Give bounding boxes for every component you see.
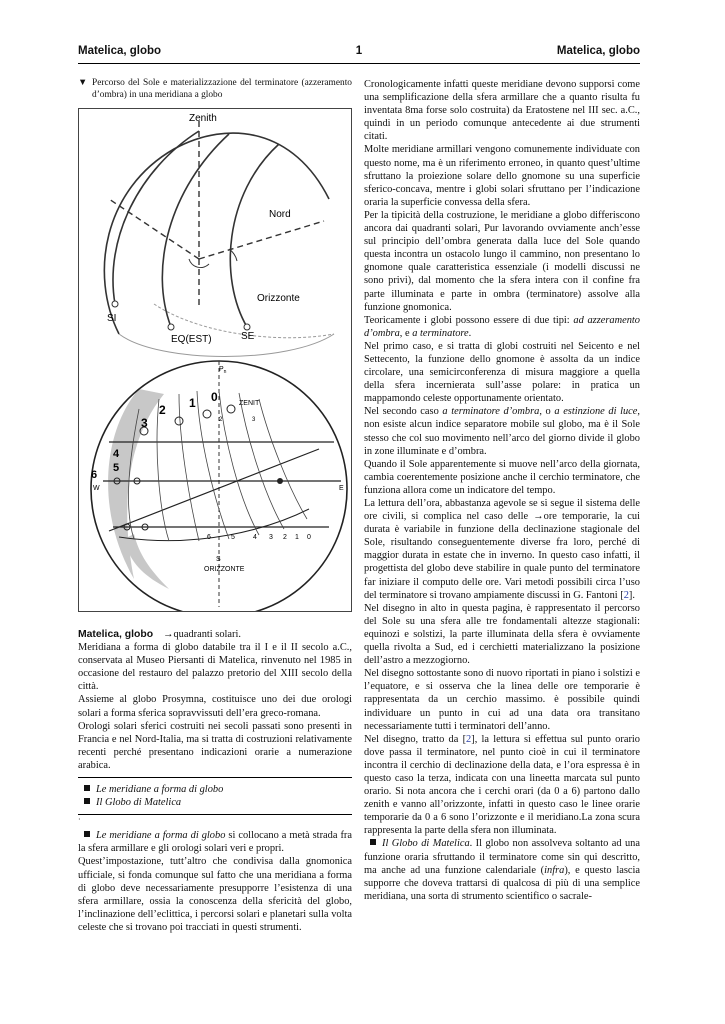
hour-axis-numbers: [207, 534, 311, 541]
caption-marker: ▼: [78, 78, 88, 88]
bullet-square-icon: [84, 785, 90, 791]
paragraph: La lettura dell’ora, abbastanza agevole se si segue il sistema delle ore civili, si complica nel caso delle →ore temporarie, la cui durata è variabile in funzione della declinazione stagionale del Sole, risultando conseguentemente diverse fra loro, perché di maggior durata in estate che in inverno. In questo caso infatti, il progettista del globo deve stabilire in quale punto del terminatore far iniziare il computo delle ore. Vari metodi possibili circa l’uso del terminatore si trovano ampiamente discussi in G. Fantoni [2].: [364, 498, 640, 601]
axis-hour: 1: [295, 534, 299, 541]
page-number: 1: [355, 45, 363, 57]
eq-marker: [168, 324, 174, 330]
caption-text: Percorso del Sole e materializzazione del terminatore (azzeramento d’ombra) in una meridiana a globo: [92, 78, 352, 100]
axis-hour: 4: [253, 534, 257, 541]
label-e: E: [339, 485, 344, 492]
paragraph: Nel primo caso, e si tratta di globi costruiti nel Seicento e nel Settecento, la funzione dello gnomone è assolta da un indice circolare, una semicirconferenza di misura maggiore a quella della sfera incernierata sull’asse polare: in pratica un mappamondo celeste opportunamente orientato.: [364, 340, 640, 405]
solar-path-si: [113, 131, 199, 304]
hour-label: 6: [91, 469, 98, 481]
small-mark: 3: [252, 417, 256, 423]
header-rule: [78, 63, 640, 64]
label-si: SI: [107, 313, 117, 324]
axis-hour: 6: [207, 534, 211, 541]
sphere-drawing: [104, 121, 334, 357]
small-marks: [219, 417, 256, 423]
hour-circles: [114, 405, 351, 530]
left-column: [78, 78, 352, 934]
label-se: SE: [241, 331, 255, 342]
toc-rule-top: [78, 777, 352, 778]
paragraph: Cronologicamente infatti queste meridiane devono supporsi come una semplificazione della sfera armillare che a quanto risulta fu inventata 8ma forse solo costruita) da Eratostene nel III sec. a.C., quindi in un periodo comunque antecedente ai due strumenti citati.: [364, 79, 640, 143]
polar-axis: [109, 199, 199, 259]
toc-item[interactable]: [78, 783, 352, 796]
hour-label: 4: [113, 448, 120, 460]
entry-matelica: [78, 628, 352, 772]
label-s: S: [216, 556, 221, 563]
paragraph: Nel disegno in alto in questa pagina, è rappresentato il percorso del Sole su una sfera alle tre fondamentali altezze stagionali: equinozi e solstizi, la parte illuminata della sfera è ovviamente quella rivolta a Sud, ed i cerchietti materializzano la posizione dell’astro a mezzogiorno.: [364, 602, 640, 667]
paragraph: Il Globo di Matelica. Il globo non assolveva soltanto ad una funzione oraria sfruttando il terminatore come sin qui descritto, ma anche ad una funzione calendariale (infra), e questo lascia supporre che doveva trattarsi di qualcosa di più di una semplice meridiana, una sorta di strumento scientifico o sacrale-: [364, 838, 640, 902]
toc-label: Il Globo di Matelica: [96, 797, 182, 809]
toc-item[interactable]: [78, 796, 352, 809]
small-mark: 2: [219, 417, 223, 423]
paragraph: Quando il Sole apparentemente si muove nell’arco della giornata, cambia coerentemente posizione anche il cerchio terminatore, che funziona allora come un indicatore del tempo.: [364, 458, 640, 496]
running-header: [78, 45, 640, 63]
paragraph: Nel disegno sottostante sono di nuovo riportati in piano i solstizi e l’equatore, e si osserva che la linea delle ore temporarie è rappresentata da un cerchio massimo. è possibile quindi individuare un punto in cui ad una data ora transitano necessariamente tutti i terminatori dell’anno.: [364, 668, 640, 732]
figure-box: [78, 108, 352, 612]
si-marker: [112, 301, 118, 307]
entry-paragraph: Meridiana a forma di globo databile tra il I e il II secolo a.C., conservata al Museo Piersanti di Matelica, rinvenuto nel 1985 in occasione del restauro del palazzo pretorio del XIII secolo della città.: [78, 642, 352, 693]
bullet-square-icon: [84, 798, 90, 804]
projection-drawing: [91, 361, 351, 611]
noon-marker: [277, 478, 283, 484]
solar-path-eq: [162, 134, 229, 327]
entry-paragraph: Orologi solari sferici costruiti nei secoli passati sono presenti in Francia e nel Nord-Italia, ma si tratta di costruzioni relativamente recenti perché presentano indicazioni orarie a numerazione arabica.: [78, 720, 352, 771]
hour-label: 1: [189, 396, 196, 410]
citation-link[interactable]: 2: [466, 733, 472, 745]
hour-label: 5: [113, 462, 120, 474]
header-right: Matelica, globo: [556, 45, 640, 57]
paragraph: Teoricamente i globi possono essere di due tipi: ad azzeramento d’ombra, e a terminatore.: [364, 314, 640, 339]
citation-link[interactable]: 2: [623, 589, 629, 601]
bullet-square-icon: [84, 831, 90, 837]
sundial-figure: [79, 109, 351, 611]
hour-label: 3: [141, 416, 148, 430]
horizon-ellipse: [119, 334, 334, 357]
label-eq: EQ(EST): [171, 334, 212, 345]
right-column: [364, 78, 640, 903]
paragraph: Nel secondo caso a terminatore d’ombra, o a estinzione di luce, non esiste alcun indice separatore mobile sul globo, ma è il Sole stesso che col suo movimento nell’arco del giorno divide il globo in zone illuminate e d’ombra.: [364, 406, 641, 457]
entry-paragraph: Assieme al globo Prosymna, costituisce uno dei due orologi solari a forma sferica sopravvissuti dell’era greco-romana.: [78, 694, 352, 719]
label-nord: Nord: [269, 209, 291, 220]
toc-label: Le meridiane a forma di globo: [96, 784, 224, 796]
hour-label: 0: [211, 390, 218, 404]
se-marker: [244, 324, 250, 330]
paragraph: Molte meridiane armillari vengono comunemente individuate con questo nome, ma è un riferimento erroneo, in quanto quest’ultime sfruttano la proiezione solare dello gnomone su una superficie sferico-concava, mentre i globi solari sfruttano per l’indicazione oraria la superficie convessa della sfera.: [364, 144, 640, 208]
label-pn: $P_n$: [219, 366, 227, 375]
hour-lines: [129, 391, 307, 541]
label-zenith: Zenith: [189, 113, 217, 124]
section1-paragraph: Quest’impostazione, tutt’altro che condivisa dalla gnomonica ufficiale, si fonda comunque sul fatto che una meridiana a forma di globo deve necessariamente presupporre l’esistenza di una sfera armillare, ossia la conoscenza della sfericità del globo, l’inclinazione dell’eclittica, i percorsi solari e planetari sulla volta celeste che si trovano poi tracciati in questi strumenti.: [78, 856, 352, 933]
paragraph: Nel disegno, tratto da [2], la lettura si effettua sul punto orario dove passa il terminatore, nel punto cioè in cui il terminatore incontra il cerchio di declinazione della data, e l’ora espressa è in questo caso la terza, indicata con una lineetta marcata sul punto orario. Si nota ancora che i cerchi orari (da 0 a 6) partono dallo zenith e vanno all’orizzonte, infatti in questo caso le linee orarie temporarie da 0 a 6 sono l’orizzonte e il meridiano.La zona scura rappresenta la parte della sfera non illuminata.: [364, 733, 640, 837]
label-orizzonte: Orizzonte: [257, 293, 300, 304]
axis-hour: 0: [307, 534, 311, 541]
label-orizzonte-bottom: ORIZZONTE: [204, 566, 245, 573]
axis-hour: 2: [283, 534, 287, 541]
axis-hour: 3: [269, 534, 273, 541]
dot-marker: ·: [78, 815, 81, 825]
label-w: W: [93, 485, 100, 492]
axis-hour: 5: [231, 534, 235, 541]
bullet-square-icon: [370, 839, 376, 845]
section1-text: si collocano a metà strada fra la sfera armillare e gli orologi solari veri e propri.: [78, 830, 352, 855]
section1-title: Le meridiane a forma di globo: [96, 830, 226, 842]
entry-title: Matelica, globo: [78, 629, 154, 640]
north-axis: [199, 221, 324, 259]
see-also-link[interactable]: →quadranti solari.: [163, 629, 241, 640]
label-zenit: ZENIT: [239, 400, 260, 407]
figure-caption: [78, 78, 352, 101]
paragraph: Per la tipicità della costruzione, le meridiane a globo differiscono ancora dai quadranti solari, Pur lavorando ovviamente anch’esse sul principio dell’ombra generata dalla luce del Sole quando questa incontra un ostacolo lungo il cammino, non presentano lo gnomone quale caratteristica essenziale (i modelli discussi ne sono privi), dal momento che la sfera intera con il confine fra parte illuminata e parte in ombra (terminatore) assolve alla funzione gnomonica.: [364, 209, 640, 313]
hour-label: 2: [159, 403, 166, 417]
header-left: Matelica, globo: [78, 45, 162, 57]
